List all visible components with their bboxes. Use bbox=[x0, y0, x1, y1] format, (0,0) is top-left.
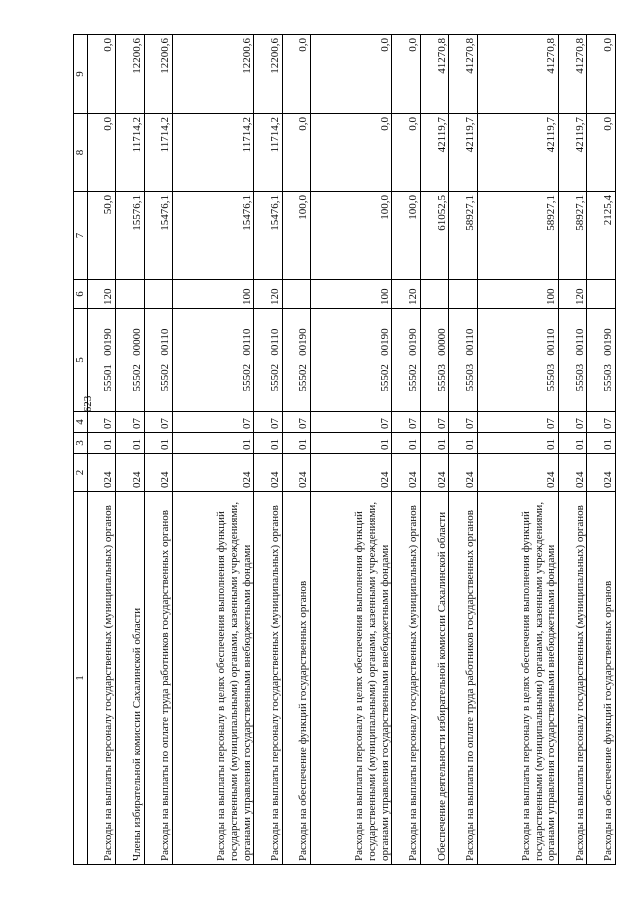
cell-c9: 0,0 bbox=[392, 35, 420, 114]
table-row bbox=[558, 35, 586, 865]
cell-c5 bbox=[477, 309, 558, 412]
table-row bbox=[587, 35, 616, 865]
cell-name: Расходы на выплаты персоналу государственных (муниципальных) органов bbox=[87, 492, 115, 865]
cell-c9: 0,0 bbox=[587, 35, 616, 114]
cell-c7: 58927,1 bbox=[449, 192, 477, 280]
cell-c5-part-b: 00110 bbox=[545, 328, 558, 356]
cell-c7: 100,0 bbox=[392, 192, 420, 280]
cell-c5-part-b: 00000 bbox=[130, 328, 143, 356]
cell-name: Расходы на выплаты по оплате труда работников государственных органов bbox=[144, 492, 172, 865]
cell-c8: 42119,7 bbox=[420, 114, 448, 192]
cell-c3: 01 bbox=[587, 433, 616, 454]
cell-name: Расходы на выплаты персоналу государственных (муниципальных) органов bbox=[392, 492, 420, 865]
cell-name: Расходы на выплаты персоналу в целях обеспечения выполнения функций государственными (муниципальными) органами, казенными учреждениями, органами управления государственными внебюджетными фондами bbox=[477, 492, 558, 865]
cell-c5-part-a: 55502 bbox=[407, 364, 420, 392]
cell-c2: 024 bbox=[173, 454, 254, 492]
cell-c2: 024 bbox=[477, 454, 558, 492]
cell-c9: 12200,6 bbox=[254, 35, 282, 114]
cell-c8: 11714,2 bbox=[254, 114, 282, 192]
cell-c3: 01 bbox=[449, 433, 477, 454]
cell-c9: 0,0 bbox=[282, 35, 310, 114]
cell-name: Расходы на выплаты персоналу в целях обеспечения выполнения функций государственными (муниципальными) органами, казенными учреждениями, органами управления государственными внебюджетными фондами bbox=[311, 492, 392, 865]
cell-c6 bbox=[449, 280, 477, 309]
cell-c3: 01 bbox=[558, 433, 586, 454]
cell-name: Расходы на выплаты персоналу государственных (муниципальных) органов bbox=[254, 492, 282, 865]
cell-c5 bbox=[116, 309, 144, 412]
cell-c5 bbox=[392, 309, 420, 412]
cell-c7: 15476,1 bbox=[144, 192, 172, 280]
cell-c6 bbox=[282, 280, 310, 309]
table-row bbox=[449, 35, 477, 865]
cell-c5-part-b: 00110 bbox=[240, 328, 253, 356]
cell-name: Расходы на выплаты персоналу государственных (муниципальных) органов bbox=[558, 492, 586, 865]
cell-c6: 120 bbox=[558, 280, 586, 309]
column-header: 7 bbox=[74, 192, 88, 280]
cell-c6 bbox=[420, 280, 448, 309]
cell-c4: 07 bbox=[449, 412, 477, 433]
cell-c7: 61052,5 bbox=[420, 192, 448, 280]
cell-c5-part-a: 55502 bbox=[297, 364, 310, 392]
cell-c9: 41270,8 bbox=[420, 35, 448, 114]
cell-name: Расходы на выплаты персоналу в целях обеспечения выполнения функций государственными (муниципальными) органами, казенными учреждениями, органами управления государственными внебюджетными фондами bbox=[173, 492, 254, 865]
cell-c9: 41270,8 bbox=[477, 35, 558, 114]
cell-c8: 42119,7 bbox=[449, 114, 477, 192]
cell-c8: 11714,2 bbox=[116, 114, 144, 192]
budget-table bbox=[73, 34, 616, 865]
cell-c2: 024 bbox=[587, 454, 616, 492]
table-row bbox=[282, 35, 310, 865]
cell-c6: 120 bbox=[87, 280, 115, 309]
cell-c5-part-a: 55502 bbox=[240, 363, 253, 392]
cell-c2: 024 bbox=[87, 454, 115, 492]
table-row bbox=[87, 35, 115, 865]
cell-c3: 01 bbox=[420, 433, 448, 454]
cell-c8: 42119,7 bbox=[558, 114, 586, 192]
column-header: 6 bbox=[74, 280, 88, 309]
column-header: 8 bbox=[74, 114, 88, 192]
cell-c4: 07 bbox=[392, 412, 420, 433]
cell-c2: 024 bbox=[144, 454, 172, 492]
cell-c6: 100 bbox=[311, 280, 392, 309]
cell-c5-part-a: 55503 bbox=[602, 364, 615, 392]
cell-c9: 12200,6 bbox=[173, 35, 254, 114]
cell-c8: 0,0 bbox=[282, 114, 310, 192]
cell-c6: 100 bbox=[477, 280, 558, 309]
cell-c6 bbox=[116, 280, 144, 309]
table-row bbox=[311, 35, 392, 865]
cell-c5-part-b: 00190 bbox=[407, 328, 420, 356]
cell-c7: 15476,1 bbox=[173, 192, 254, 280]
cell-c2: 024 bbox=[116, 454, 144, 492]
cell-c7: 100,0 bbox=[282, 192, 310, 280]
cell-c5-part-a: 55503 bbox=[464, 363, 477, 392]
cell-c9: 0,0 bbox=[311, 35, 392, 114]
cell-c3: 01 bbox=[144, 433, 172, 454]
cell-c5-part-b: 00190 bbox=[602, 328, 615, 356]
cell-c4: 07 bbox=[477, 412, 558, 433]
cell-c4: 07 bbox=[116, 412, 144, 433]
cell-c5-part-a: 55502 bbox=[269, 363, 282, 392]
cell-c3: 01 bbox=[254, 433, 282, 454]
cell-c6 bbox=[587, 280, 616, 309]
cell-c5-part-b: 00110 bbox=[269, 328, 282, 356]
cell-c3: 01 bbox=[87, 433, 115, 454]
cell-c9: 12200,6 bbox=[144, 35, 172, 114]
table-row bbox=[144, 35, 172, 865]
cell-c4: 07 bbox=[144, 412, 172, 433]
cell-c5-part-a: 55503 bbox=[435, 364, 448, 392]
cell-c2: 024 bbox=[282, 454, 310, 492]
cell-c5 bbox=[87, 309, 115, 412]
cell-c4: 07 bbox=[558, 412, 586, 433]
cell-c8: 0,0 bbox=[587, 114, 616, 192]
cell-name: Члены избирательной комиссии Сахалинской области bbox=[116, 492, 144, 865]
cell-name: Обеспечение деятельности избирательной комиссии Сахалинской области bbox=[420, 492, 448, 865]
cell-c4: 07 bbox=[173, 412, 254, 433]
cell-c8: 0,0 bbox=[392, 114, 420, 192]
cell-c5-part-a: 55502 bbox=[130, 364, 143, 392]
cell-c8: 11714,2 bbox=[173, 114, 254, 192]
page-number: 623 bbox=[82, 395, 94, 413]
cell-c5-part-a: 55502 bbox=[378, 364, 391, 392]
cell-c5-part-b: 00000 bbox=[435, 328, 448, 356]
cell-c6: 120 bbox=[254, 280, 282, 309]
cell-c2: 024 bbox=[392, 454, 420, 492]
cell-c5-part-a: 55501 bbox=[102, 364, 115, 392]
cell-c7: 50,0 bbox=[87, 192, 115, 280]
cell-c7: 100,0 bbox=[311, 192, 392, 280]
cell-c9: 0,0 bbox=[87, 35, 115, 114]
column-header: 1 bbox=[74, 492, 88, 865]
column-header: 9 bbox=[74, 35, 88, 114]
table-row bbox=[477, 35, 558, 865]
cell-c7: 15476,1 bbox=[254, 192, 282, 280]
cell-c3: 01 bbox=[173, 433, 254, 454]
cell-c8: 0,0 bbox=[311, 114, 392, 192]
cell-c5-part-b: 00190 bbox=[102, 328, 115, 356]
rotated-table-wrapper bbox=[73, 35, 616, 865]
cell-c5 bbox=[449, 309, 477, 412]
cell-c6: 120 bbox=[392, 280, 420, 309]
table-row bbox=[420, 35, 448, 865]
cell-c5-part-b: 00110 bbox=[159, 328, 172, 356]
cell-c3: 01 bbox=[392, 433, 420, 454]
cell-c4: 07 bbox=[282, 412, 310, 433]
cell-c6 bbox=[144, 280, 172, 309]
cell-c4: 07 bbox=[420, 412, 448, 433]
cell-c4: 07 bbox=[87, 412, 115, 433]
cell-name: Расходы на выплаты по оплате труда работников государственных органов bbox=[449, 492, 477, 865]
cell-c8: 0,0 bbox=[87, 114, 115, 192]
column-header: 5 bbox=[74, 309, 88, 412]
cell-c9: 12200,6 bbox=[116, 35, 144, 114]
cell-c2: 024 bbox=[558, 454, 586, 492]
table-row bbox=[254, 35, 282, 865]
cell-c7: 15576,1 bbox=[116, 192, 144, 280]
cell-c5-part-b: 00190 bbox=[378, 328, 391, 356]
cell-c5 bbox=[420, 309, 448, 412]
cell-c5 bbox=[558, 309, 586, 412]
cell-c3: 01 bbox=[282, 433, 310, 454]
cell-c7: 2125,4 bbox=[587, 192, 616, 280]
table-body bbox=[87, 35, 615, 865]
cell-c5-part-a: 55503 bbox=[545, 363, 558, 392]
cell-c9: 41270,8 bbox=[558, 35, 586, 114]
cell-c5 bbox=[144, 309, 172, 412]
table-row bbox=[116, 35, 144, 865]
header-row bbox=[74, 35, 88, 865]
cell-name: Расходы на обеспечение функций государственных органов bbox=[282, 492, 310, 865]
cell-c6: 100 bbox=[173, 280, 254, 309]
cell-c3: 01 bbox=[116, 433, 144, 454]
cell-c2: 024 bbox=[311, 454, 392, 492]
cell-c3: 01 bbox=[311, 433, 392, 454]
cell-c4: 07 bbox=[311, 412, 392, 433]
cell-c5-part-a: 55502 bbox=[159, 363, 172, 392]
cell-c8: 11714,2 bbox=[144, 114, 172, 192]
cell-c4: 07 bbox=[587, 412, 616, 433]
column-header: 4 bbox=[74, 412, 88, 433]
cell-c5-part-a: 55503 bbox=[573, 363, 586, 392]
cell-c5 bbox=[254, 309, 282, 412]
cell-c2: 024 bbox=[254, 454, 282, 492]
column-header: 2 bbox=[74, 454, 88, 492]
cell-c5 bbox=[311, 309, 392, 412]
cell-c5 bbox=[173, 309, 254, 412]
cell-c5 bbox=[587, 309, 616, 412]
cell-c4: 07 bbox=[254, 412, 282, 433]
cell-c8: 42119,7 bbox=[477, 114, 558, 192]
cell-c3: 01 bbox=[477, 433, 558, 454]
cell-c5 bbox=[282, 309, 310, 412]
table-row bbox=[173, 35, 254, 865]
table-row bbox=[392, 35, 420, 865]
cell-c5-part-b: 00190 bbox=[297, 328, 310, 356]
cell-c2: 024 bbox=[449, 454, 477, 492]
cell-c5-part-b: 00110 bbox=[464, 328, 477, 356]
cell-c9: 41270,8 bbox=[449, 35, 477, 114]
cell-c7: 58927,1 bbox=[477, 192, 558, 280]
column-header: 3 bbox=[74, 433, 88, 454]
cell-c2: 024 bbox=[420, 454, 448, 492]
cell-c7: 58927,1 bbox=[558, 192, 586, 280]
cell-name: Расходы на обеспечение функций государственных органов bbox=[587, 492, 616, 865]
cell-c5-part-b: 00110 bbox=[573, 328, 586, 356]
